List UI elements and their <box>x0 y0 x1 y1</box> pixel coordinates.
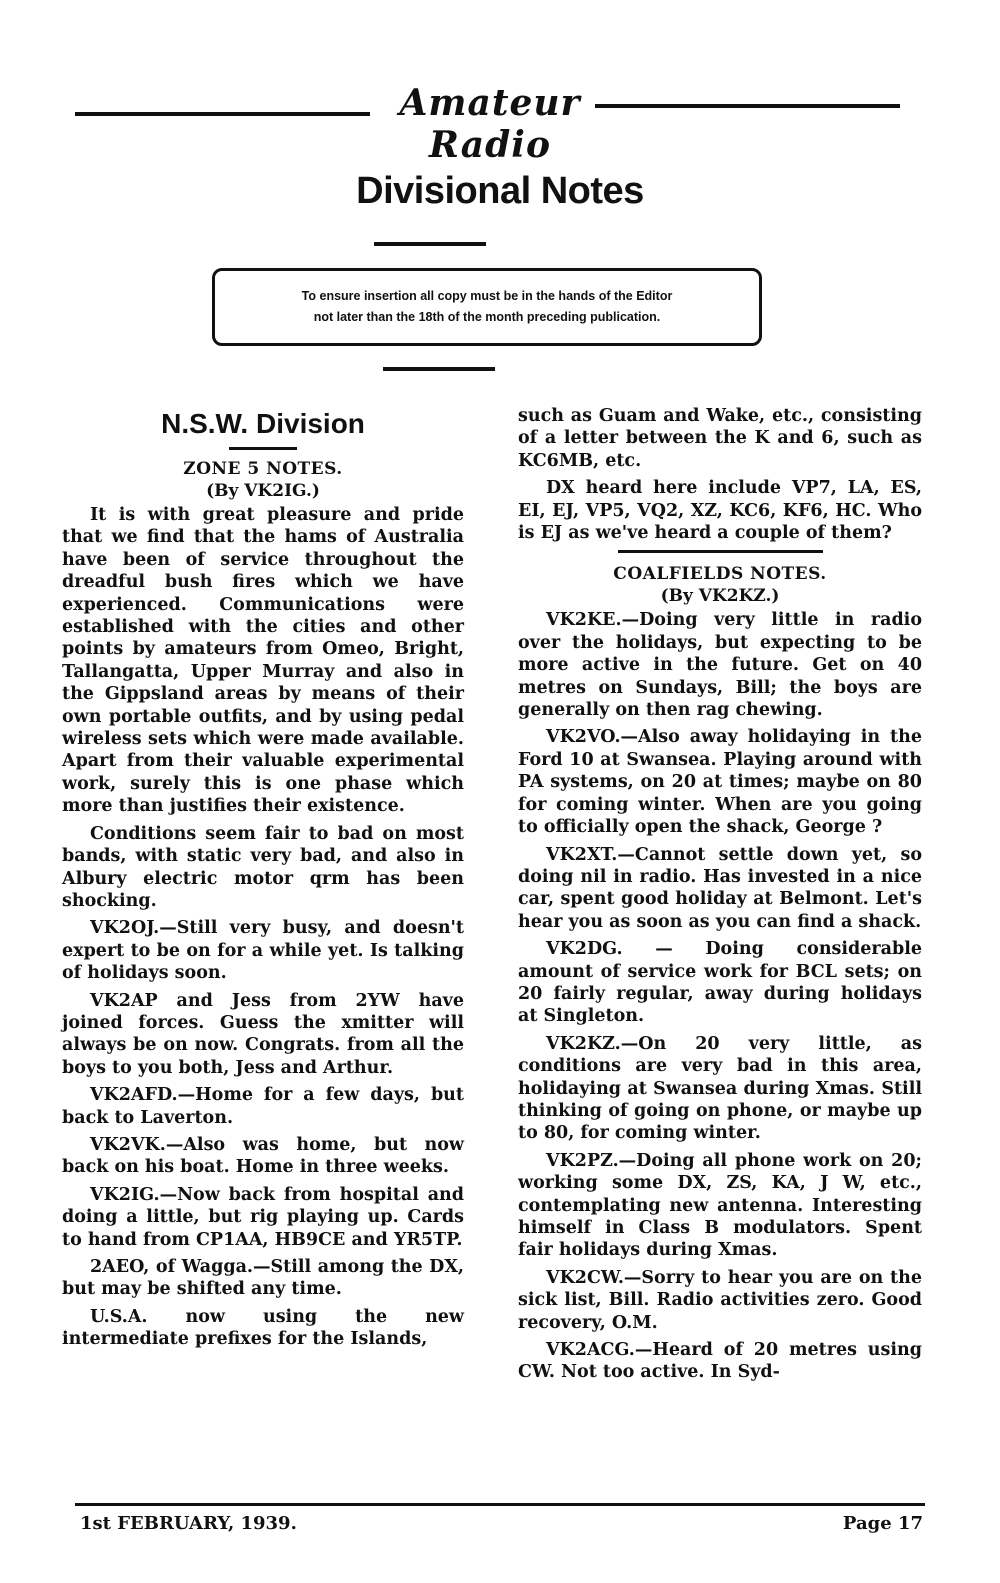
page-title: Divisional Notes <box>356 170 644 212</box>
paragraph: VK2ACG.—Heard of 20 metres using CW. Not too active. In Syd- <box>518 1340 922 1383</box>
paragraph: VK2AP and Jess from 2YW have joined forces. Guess the xmitter will always be on now. Congrats. from all the boys to you both, Jess and Arthur. <box>62 990 464 1078</box>
masthead-rule-left <box>75 112 370 116</box>
paragraph: VK2AFD.—Home for a few days, but back to Laverton. <box>62 1085 464 1128</box>
coalfields-heading: COALFIELDS NOTES. <box>613 564 827 585</box>
paragraph: Conditions seem fair to bad on most bands, with static very bad, and also in Albury electric motor qrm has been shocking. <box>62 823 464 911</box>
issue-date: 1st FEBRUARY, 1939. <box>80 1513 297 1534</box>
zone-heading: ZONE 5 NOTES. <box>183 459 343 479</box>
title-rule <box>374 242 486 246</box>
coalfields-byline: (By VK2KZ.) <box>660 586 780 607</box>
paragraph: VK2PZ.—Doing all phone work on 20; working some DX, ZS, KA, J W, etc., contemplating new antenna. Interesting himself in Class B modulators. Spent fair holidays during Xmas. <box>518 1150 922 1261</box>
notice-line-1: To ensure insertion all copy must be in the hands of the Editor <box>301 289 673 303</box>
division-title: N.S.W. Division <box>161 408 365 439</box>
paragraph: VK2XT.—Cannot settle down yet, so doing nil in radio. Has invested in a nice car, spent good holiday at Belmont. Let's hear you as soon as you can find a shack. <box>518 844 922 932</box>
zone-byline: (By VK2IG.) <box>206 481 320 501</box>
section-rule <box>618 550 823 553</box>
paragraph: VK2KZ.—On 20 very little, as conditions are very bad in this area, holidaying at Swansea during Xmas. Still thinking of going on phone, or maybe up to 80, for coming winter. <box>518 1033 922 1144</box>
continued-paragraph: such as Guam and Wake, etc., consisting of a letter between the K and 6, such as KC6MB, etc. <box>518 406 922 471</box>
paragraph: U.S.A. now using the new intermediate prefixes for the Islands, <box>62 1306 464 1350</box>
notice-rule <box>383 367 495 371</box>
masthead-title: Amateur Radio <box>399 82 581 166</box>
paragraph: It is with great pleasure and pride that we find that the hams of Australia have been of service throughout the dreadful bush fires which we have experienced. Communications were established with the cities and other points by amateurs from Omeo, Bright, Tallangatta, Upper Murray and also in the Gippsland areas by means of their own portable outfits, and by using pedal wireless sets which were made available. Apart from their valuable experimental work, surely this is one phase which more than justifies their existence. <box>62 505 464 817</box>
notice-line-2: not later than the 18th of the month preceding publication. <box>313 310 661 324</box>
masthead-rule-right <box>595 104 900 108</box>
paragraph: VK2DG. — Doing considerable amount of service work for BCL sets; on 20 fairly regular, away during holidays at Singleton. <box>518 939 922 1027</box>
page-number: Page 17 <box>842 1513 923 1534</box>
footer-rule <box>75 1503 925 1506</box>
paragraph: VK2KE.—Doing very little in radio over the holidays, but expecting to be more active in the future. Get on 40 metres on Sundays, Bill; the boys are generally on then rag chewing. <box>518 610 922 721</box>
division-rule <box>229 447 297 450</box>
masthead <box>75 82 900 166</box>
copy-deadline-notice <box>212 268 762 346</box>
left-column <box>62 405 464 1356</box>
paragraph: VK2VK.—Also was home, but now back on his boat. Home in three weeks. <box>62 1134 464 1178</box>
paragraph: VK2CW.—Sorry to hear you are on the sick list, Bill. Radio activities zero. Good recovery, O.M. <box>518 1267 922 1333</box>
paragraph: VK2VO.—Also away holidaying in the Ford 10 at Swansea. Playing around with PA systems, on 20 at times; maybe on 80 for coming winter. When are you going to officially open the shack, George ? <box>518 727 922 838</box>
paragraph: VK2OJ.—Still very busy, and doesn't expert to be on for a while yet. Is talking of holidays soon. <box>62 918 464 984</box>
paragraph: VK2IG.—Now back from hospital and doing a little, but rig playing up. Cards to hand from CP1AA, HB9CE and YR5TP. <box>62 1184 464 1250</box>
right-column <box>518 405 922 1389</box>
paragraph: DX heard here include VP7, LA, ES, EI, EJ, VP5, VQ2, XZ, KC6, KF6, HC. Who is EJ as we've heard a couple of them? <box>518 478 922 544</box>
paragraph: 2AEO, of Wagga.—Still among the DX, but may be shifted any time. <box>62 1257 464 1300</box>
